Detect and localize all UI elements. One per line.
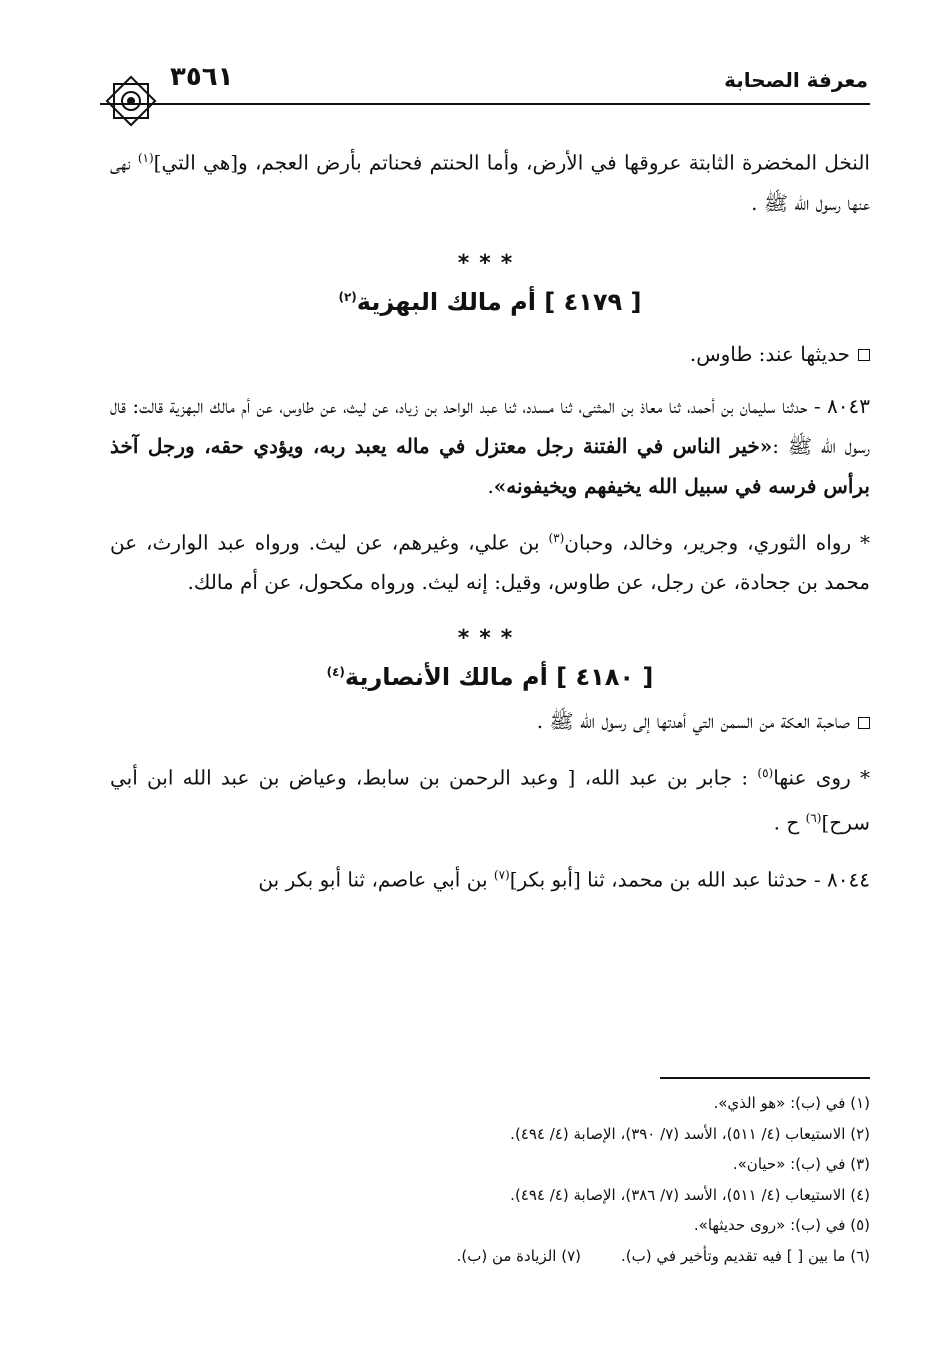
footnote-7: (٧) الزيادة من (ب). <box>456 1246 582 1265</box>
footnote-ref: (٣) <box>548 530 565 545</box>
narrators-text-1: * رواه الثوري، وجرير، وخالد، وحبان <box>564 530 870 555</box>
footnote-2: (٢) الاستيعاب (٤/ ٥١١)، الأسد (٧/ ٣٩٠)، الإصابة (٤/ ٤٩٤). <box>510 1124 870 1143</box>
intro-paragraph <box>110 138 870 223</box>
footnote-ref: (٦) <box>805 810 822 825</box>
star-ornament-icon <box>102 72 160 130</box>
period: . <box>487 473 494 498</box>
square-bullet-icon <box>858 349 870 361</box>
footnote-row-last <box>110 1241 870 1272</box>
isnad-text: ٨٠٤٣ - حدثنا سليمان بن أحمد، ثنا معاذ بن المثنى، ثنا مسدد، ثنا عبد الواحد بن زياد، عن ليث، عن طاوس، عن أم مالك البهزية قالت: قال رسول الله ﷺ : <box>110 393 870 458</box>
matn-text: «خير الناس في الفتنة رجل معتزل في ماله يعبد ربه، ويؤدي حقه، ورجل آخذ برأس فرسه في سبيل الله يخيفهم ويخيفونه» <box>110 433 870 498</box>
header-rule <box>100 103 870 105</box>
narrators-note <box>110 518 870 603</box>
intro-text-2: نهى عنها رسول الله ﷺ . <box>110 150 870 215</box>
entry-description <box>110 701 870 741</box>
footnote-ref: (٧) <box>493 867 510 882</box>
hadith-8043 <box>110 386 870 506</box>
entry-heading-text: [ ٤١٧٩ ] أم مالك البهزية <box>356 287 642 316</box>
running-header-title: معرفة الصحابة <box>724 68 868 92</box>
page-number: ٣٥٦١ <box>170 62 234 92</box>
hadith-8044 <box>110 855 870 900</box>
main-text <box>110 138 870 899</box>
footnote-ref: (٥) <box>757 766 774 781</box>
section-separator: *** <box>457 250 523 276</box>
entry-heading-4180 <box>110 663 870 691</box>
footnote-6: (٦) ما بين [ ] فيه تقديم وتأخير في (ب). <box>621 1246 870 1265</box>
narrated-text-1: * روى عنها <box>773 765 870 790</box>
footnote-rule <box>660 1077 870 1079</box>
square-bullet-icon <box>858 717 870 729</box>
footnote-ref: (٤) <box>326 665 345 680</box>
footnotes <box>110 1088 870 1271</box>
description-text: صاحبة العكة من السمن التي أهدتها إلى رسول الله ﷺ . <box>536 709 850 734</box>
footnote-ref: (١) <box>137 151 154 165</box>
entry-heading-text: [ ٤١٨٠ ] أم مالك الأنصارية <box>344 663 654 692</box>
footnote-5: (٥) في (ب): «روى حديثها». <box>693 1216 870 1234</box>
source-text: حديثها عند: طاوس. <box>689 341 850 366</box>
intro-text-1: النخل المخضرة الثابتة عروقها في الأرض، وأما الحنتم فحناتم بأرض العجم، و[هي التي] <box>153 150 870 175</box>
footnote-1: (١) في (ب): «هو الذي». <box>713 1094 870 1112</box>
isnad-text-2: بن أبي عاصم، ثنا أبو بكر بن <box>258 867 494 892</box>
isnad-text-1: ٨٠٤٤ - حدثنا عبد الله بن محمد، ثنا [أبو بكر] <box>509 867 870 892</box>
narrated-from <box>110 753 870 842</box>
narrated-text-2: : جابر بن عبد الله، [ وعبد الرحمن بن سابط، وعياض بن عبد الله ابن أبي سرح] <box>110 765 870 835</box>
footnote-4: (٤) الاستيعاب (٤/ ٥١١)، الأسد (٧/ ٣٨٦)، الإصابة (٤/ ٤٩٤). <box>510 1185 870 1204</box>
narrated-text-3: ح . <box>773 810 806 835</box>
hadith-source-line <box>110 334 870 374</box>
entry-heading-4179 <box>110 288 870 316</box>
section-separator: *** <box>457 626 523 652</box>
footnote-3: (٣) في (ب): «حيان». <box>732 1155 870 1173</box>
footnote-ref: (٢) <box>338 289 357 304</box>
narrators-text-2: بن علي، وغيرهم، عن ليث. ورواه عبد الوارث، عن محمد بن جحادة، عن رجل، عن طاوس، وقيل: إنه ليث. ورواه مكحول، عن أم مالك. <box>110 530 870 595</box>
